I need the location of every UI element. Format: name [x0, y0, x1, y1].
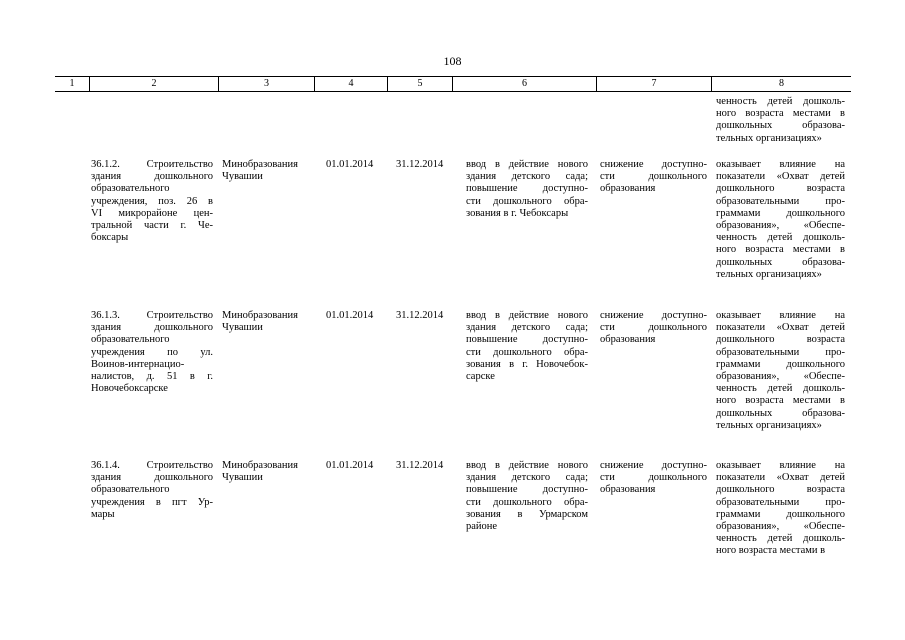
row-3-end-cell — [396, 460, 456, 472]
page-number: 108 — [443, 54, 462, 68]
row-2-result-cell-line: повышение доступно- — [466, 334, 588, 346]
row-1-impact-cell-line: оказывает влияние на — [716, 159, 845, 170]
row-3-name-cell-line: мары — [91, 508, 115, 520]
row-2-name-cell-line: образовательного — [91, 334, 170, 346]
row-3-result-cell-line: районе — [466, 521, 498, 533]
row-3-risk-cell — [600, 460, 707, 497]
continuation-cell — [716, 96, 845, 145]
row-2-executor-cell — [222, 310, 317, 334]
row-1-start-cell — [326, 159, 388, 171]
row-1-result-cell-line: сти дошкольного обра- — [466, 195, 588, 207]
row-3-end-cell-line: 31.12.2014 — [396, 460, 444, 471]
header-col-8: 8 — [711, 77, 851, 91]
row-2-impact-cell-line: показатели «Охват детей — [716, 322, 845, 334]
row-1-impact-cell-line: ченность детей дошколь- — [716, 232, 845, 244]
row-3-impact-cell-line: ченность детей дошколь- — [716, 533, 845, 545]
row-1-executor-cell — [222, 159, 317, 183]
table-header-row — [55, 76, 851, 92]
row-1-impact-cell-line: дошкольных образова- — [716, 256, 845, 268]
continuation-cell-line: ного возраста местами в — [716, 108, 845, 120]
row-3-executor-cell-line: Чувашии — [222, 472, 263, 484]
row-2-name-cell-line: здания дошкольного — [91, 322, 213, 334]
row-2-name-cell-line: Воинов-интернацио- — [91, 358, 185, 370]
row-2-name-cell — [91, 310, 213, 395]
row-2-impact-cell-line: тельных организациях» — [716, 419, 822, 431]
row-1-result-cell-line: повышение доступно- — [466, 183, 588, 195]
row-2-impact-cell-line: ного возраста местами в — [716, 395, 845, 407]
header-col-4: 4 — [314, 77, 387, 91]
row-3-name-cell-line: образовательного — [91, 484, 170, 496]
row-2-result-cell-line: ввод в действие нового — [466, 310, 588, 321]
row-2-risk-cell-line: образования — [600, 334, 656, 346]
row-3-name-cell-line: учреждения в пгт Ур- — [91, 496, 213, 508]
row-3-impact-cell-line: образовательными про- — [716, 496, 845, 508]
row-3-name-cell-line: 36.1.4. Строительство — [91, 460, 213, 471]
row-1-end-cell — [396, 159, 456, 171]
row-1-impact-cell-line: ного возраста местами в — [716, 244, 845, 256]
row-2-result-cell-line: сарске — [466, 371, 495, 383]
row-3-risk-cell-line: снижение доступно- — [600, 460, 707, 471]
row-2-start-cell — [326, 310, 388, 322]
row-3-executor-cell — [222, 460, 317, 484]
row-2-result-cell — [466, 310, 588, 383]
row-1-impact-cell-line: образовательными про- — [716, 195, 845, 207]
row-2-end-cell-line: 31.12.2014 — [396, 310, 444, 321]
header-col-3: 3 — [218, 77, 314, 91]
continuation-cell-line: дошкольных образова- — [716, 120, 845, 132]
row-1-risk-cell — [600, 159, 707, 196]
row-3-risk-cell-line: сти дошкольного — [600, 472, 707, 484]
row-3-impact-cell — [716, 460, 845, 558]
continuation-cell-line: ченность детей дошколь- — [716, 96, 845, 107]
row-1-impact-cell-line: показатели «Охват детей — [716, 171, 845, 183]
row-2-name-cell-line: 36.1.3. Строительство — [91, 310, 213, 321]
header-col-5: 5 — [387, 77, 452, 91]
row-1-risk-cell-line: снижение доступно- — [600, 159, 707, 170]
row-1-executor-cell-line: Чувашии — [222, 171, 263, 183]
row-2-name-cell-line: учреждения по ул. — [91, 346, 213, 358]
row-1-impact-cell-line: граммами дошкольного — [716, 207, 845, 219]
row-3-result-cell-line: сти дошкольного обра- — [466, 496, 588, 508]
header-col-7: 7 — [596, 77, 711, 91]
row-3-impact-cell-line: образования», «Обеспе- — [716, 521, 845, 533]
row-1-name-cell-line: тральной части г. Че- — [91, 220, 213, 232]
row-2-result-cell-line: здания детского сада; — [466, 322, 588, 334]
row-3-risk-cell-line: образования — [600, 484, 656, 496]
row-1-impact-cell-line: дошкольного возраста — [716, 183, 845, 195]
row-2-result-cell-line: сти дошкольного обра- — [466, 346, 588, 358]
row-3-start-cell-line: 01.01.2014 — [326, 460, 374, 471]
row-3-name-cell — [91, 460, 213, 521]
row-2-result-cell-line: зования в г. Новочебок- — [466, 358, 588, 370]
row-2-start-cell-line: 01.01.2014 — [326, 310, 374, 321]
row-2-impact-cell-line: образовательными про- — [716, 346, 845, 358]
row-3-name-cell-line: здания дошкольного — [91, 472, 213, 484]
row-3-impact-cell-line: дошкольного возраста — [716, 484, 845, 496]
row-1-impact-cell — [716, 159, 845, 281]
row-2-name-cell-line: налистов, д. 51 в г. — [91, 371, 213, 383]
row-2-impact-cell-line: образования», «Обеспе- — [716, 371, 845, 383]
row-2-risk-cell-line: сти дошкольного — [600, 322, 707, 334]
row-2-impact-cell-line: дошкольного возраста — [716, 334, 845, 346]
row-2-executor-cell-line: Минобразования — [222, 310, 298, 321]
row-2-impact-cell-line: оказывает влияние на — [716, 310, 845, 321]
row-3-impact-cell-line: оказывает влияние на — [716, 460, 845, 471]
row-3-impact-cell-line: ного возраста местами в — [716, 545, 826, 557]
row-1-name-cell-line: VI микрорайоне цен- — [91, 207, 213, 219]
row-3-start-cell — [326, 460, 388, 472]
row-3-result-cell-line: повышение доступно- — [466, 484, 588, 496]
row-1-result-cell-line: ввод в действие нового — [466, 159, 588, 170]
row-1-name-cell-line: учреждения, поз. 26 в — [91, 195, 213, 207]
row-2-impact-cell-line: граммами дошкольного — [716, 358, 845, 370]
row-1-impact-cell-line: тельных организациях» — [716, 268, 822, 280]
header-col-2: 2 — [89, 77, 218, 91]
row-3-impact-cell-line: показатели «Охват детей — [716, 472, 845, 484]
row-1-risk-cell-line: образования — [600, 183, 656, 195]
row-3-executor-cell-line: Минобразования — [222, 460, 298, 471]
row-2-impact-cell-line: ченность детей дошколь- — [716, 383, 845, 395]
row-2-impact-cell-line: дошкольных образова- — [716, 407, 845, 419]
row-1-result-cell — [466, 159, 588, 220]
row-2-risk-cell — [600, 310, 707, 347]
row-2-risk-cell-line: снижение доступно- — [600, 310, 707, 321]
row-1-name-cell-line: 36.1.2. Строительство — [91, 159, 213, 170]
row-1-start-cell-line: 01.01.2014 — [326, 159, 374, 170]
header-col-6: 6 — [452, 77, 596, 91]
row-1-result-cell-line: здания детского сада; — [466, 171, 588, 183]
header-col-1: 1 — [69, 78, 75, 89]
row-3-result-cell — [466, 460, 588, 533]
row-1-end-cell-line: 31.12.2014 — [396, 159, 444, 170]
row-3-impact-cell-line: граммами дошкольного — [716, 508, 845, 520]
row-2-impact-cell — [716, 310, 845, 432]
row-3-result-cell-line: ввод в действие нового — [466, 460, 588, 471]
row-2-name-cell-line: Новочебоксарске — [91, 383, 168, 395]
row-1-name-cell — [91, 159, 213, 244]
row-2-end-cell — [396, 310, 456, 322]
row-3-result-cell-line: зования в Урмарском — [466, 508, 588, 520]
row-1-impact-cell-line: образования», «Обеспе- — [716, 220, 845, 232]
row-3-result-cell-line: здания детского сада; — [466, 472, 588, 484]
row-1-executor-cell-line: Минобразования — [222, 159, 298, 170]
continuation-cell-line: тельных организациях» — [716, 132, 822, 144]
row-1-name-cell-line: боксары — [91, 232, 129, 244]
row-1-name-cell-line: здания дошкольного — [91, 171, 213, 183]
row-2-executor-cell-line: Чувашии — [222, 322, 263, 334]
row-1-name-cell-line: образовательного — [91, 183, 170, 195]
row-1-result-cell-line: зования в г. Чебоксары — [466, 207, 569, 219]
row-1-risk-cell-line: сти дошкольного — [600, 171, 707, 183]
